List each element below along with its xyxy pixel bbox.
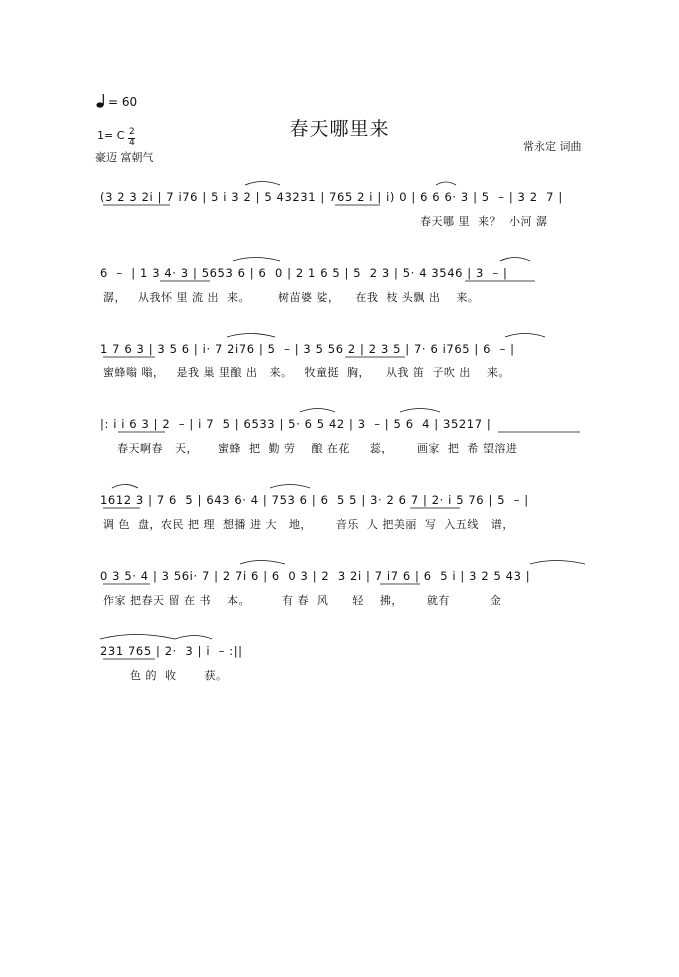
slur-mark bbox=[112, 485, 138, 489]
lyric-line: 作家 把春天 留 在 书 本。 有 春 风 轻 拂， 就有 金 bbox=[103, 594, 502, 607]
lyric-line: 蜜蜂嗡 嗡， 是我 巢 里酿 出 来。 牧童挺 胸， 从我 笛 子吹 出 来。 bbox=[103, 366, 510, 379]
slur-mark bbox=[233, 258, 280, 262]
lyric-line: 调 色 盘，农民 把 理 想播 进 大 地， 音乐 人 把美丽 写 入五线 谱， bbox=[103, 518, 514, 531]
slur-mark bbox=[227, 334, 275, 338]
mood-marking: 豪迈 富朝气 bbox=[95, 151, 154, 164]
time-denominator: 4 bbox=[129, 138, 135, 148]
time-numerator: 2 bbox=[129, 127, 135, 137]
lyric-line: 潺， 从我怀 里 流 出 来。 树苗婆 娑， 在我 枝 头飘 出 来。 bbox=[103, 291, 480, 304]
lyric-line: 春天啊春 天， 蜜蜂 把 勤 劳 酿 在花 蕊， 画家 把 希 望溶进 bbox=[117, 442, 518, 455]
lyric-line: 色 的 收 获。 bbox=[130, 669, 228, 682]
slur-mark bbox=[270, 485, 310, 489]
notation-line: (3 2 3 2i | 7 i76 | 5 i 3 2 | 5 43231 | 765 2 i | i) 0 | 6 6 6· 3 | 5 – | 3 2 7 | bbox=[100, 190, 563, 204]
notation-line: 6 – | 1 3 4· 3 | 5653 6 | 6 0 | 2 1 6 5 | 5 2 3 | 5· 4 3546 | 3 – | bbox=[100, 266, 508, 280]
slur-mark bbox=[500, 258, 530, 262]
slur-mark bbox=[530, 561, 585, 565]
song-title: 春天哪里来 bbox=[289, 118, 390, 140]
slur-mark bbox=[300, 409, 335, 413]
slur-mark bbox=[245, 182, 280, 186]
notation-line: 1612 3 | 7 6 5 | 643 6· 4 | 753 6 | 6 5 5 | 3· 2 6 7 | 2· i 5 76 | 5 – | bbox=[100, 493, 529, 507]
slur-mark bbox=[240, 561, 285, 565]
composer-credit: 常永定 词曲 bbox=[523, 140, 582, 153]
slur-mark bbox=[175, 636, 212, 640]
slur-mark bbox=[400, 409, 440, 413]
tempo-value: = 60 bbox=[108, 95, 138, 109]
notation-line: 1 7 6 3 | 3 5 6 | i· 7 2i76 | 5 – | 3 5 56 2 | 2 3 5 | 7· 6 i765 | 6 – | bbox=[100, 342, 515, 356]
slur-mark bbox=[505, 334, 545, 338]
notation-line: 231 765 | 2· 3 | i – :|| bbox=[100, 644, 243, 658]
slur-mark bbox=[100, 635, 175, 640]
notation-line: |: i i 6 3 | 2 – | i 7 5 | 6533 | 5· 6 5 42 | 3 – | 5 6 4 | 35217 | bbox=[100, 417, 492, 431]
lyric-line: 春天哪 里 来？ 小河 潺 bbox=[420, 215, 548, 228]
key-label: 1= C bbox=[97, 129, 125, 142]
notation-line: 0 3 5· 4 | 3 56i· 7 | 2 7i 6 | 6 0 3 | 2 3 2i | 7 i7 6 | 6 5 i | 3 2 5 43 | bbox=[100, 569, 531, 583]
slur-mark bbox=[436, 182, 456, 185]
